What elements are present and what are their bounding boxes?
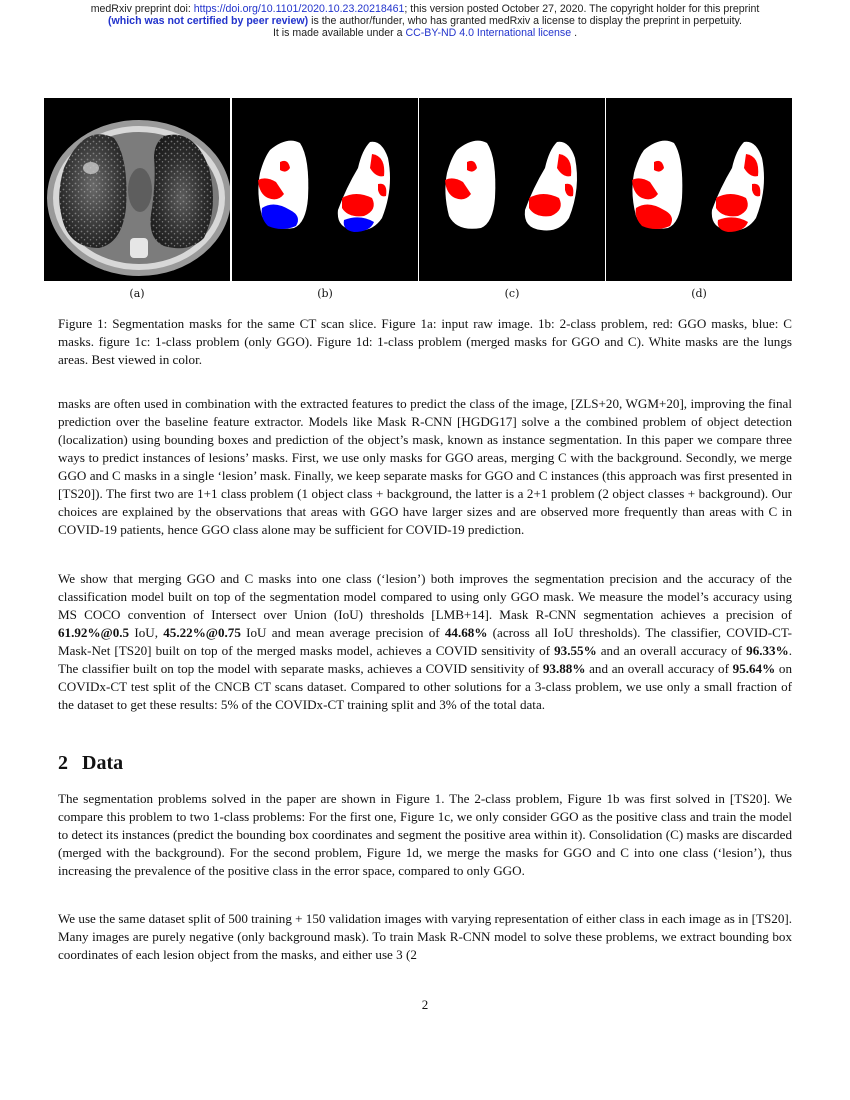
header-line-2: (which was not certified by peer review) is the author/funder, who has granted medRxiv a license to display the preprint in perpetuity. xyxy=(108,15,742,27)
figure-panel-d-merged-mask xyxy=(606,98,792,281)
figure-panel-c-ggo-mask xyxy=(419,98,605,281)
panel-label-c: (c) xyxy=(504,287,520,300)
paragraph-1: masks are often used in combination with the extracted features to predict the class of the image, [ZLS+20, WGM+20], improving the final prediction over the baseline feature extractor. Models like Mask R-CNN [HGDG17] solve a the combined problem of object detection (localization) using bounding boxes and prediction of the object’s mask, known as instance segmentation. In this paper we compare three ways to predict instances of lesions’ masks. First, we use only masks for GGO areas, merging C with the background. Secondly, we merge GGO and C masks in a single ‘lesion’ mask. Finally, we keep separate masks for GGO and C instances (this approach was first presented in [TS20]). The first two are 1+1 class problem (1 object class + background, the latter is a 2+1 problem (2 object classes + background). Our choices are explained by the observations that areas with GGO have larger sizes and are observed more frequently than areas with C in COVID-19 patients, hence GGO class alone may be sufficient for COVID-19 prediction. xyxy=(58,396,792,537)
page-number: 2 xyxy=(421,997,429,1012)
section-heading xyxy=(58,752,123,775)
metric-accuracy-separate: 95.64% xyxy=(732,661,776,676)
metric-precision-075: 45.22%@0.75 xyxy=(163,625,241,640)
paragraph-2: We show that merging GGO and C masks into one class (‘lesion’) both improves the segmentation precision and the accuracy of the classification model built on top of the segmentation model compared to using only GGO mask. We measure the model’s accuracy using MS COCO convention of Intersect over Union (IoU) thresholds [LMB+14]. Mask R-CNN segmentation achieves a precision of 61.92%@0.5 IoU, 45.22%@0.75 IoU and mean average precision of 44.68% (across all IoU thresholds). The classifier, COVID-CT-Mask-Net [TS20] built on top of the merged masks model, achieves a COVID sensitivity of 93.55% and an overall accuracy of 96.33%. The classifier built on top the model with separate masks, achieves a COVID sensitivity of 93.88% and an overall accuracy of 95.64% on COVIDx-CT test split of the CNCB CT scans dataset. Compared to other solutions for a 3-class problem, we use only a small fraction of the dataset to get these results: 5% of the COVIDx-CT training split and 3% of the total data. xyxy=(58,571,792,712)
section-number: 2 xyxy=(58,752,68,774)
paragraph-4: We use the same dataset split of 500 training + 150 validation images with varying representation of either class in each image as in [TS20]. Many images are purely negative (only background mask). To train Mask R-CNN model to solve these problems, we extract bounding box coordinates of each lesion object from the masks, and either use 3 (2 xyxy=(58,911,792,962)
preprint-header xyxy=(0,3,850,39)
doi-link[interactable]: https://doi.org/10.1101/2020.10.23.20218461 xyxy=(193,3,405,15)
figure-panel-a-ct-scan xyxy=(44,98,230,281)
panel-label-a: (a) xyxy=(129,287,145,300)
panel-label-d: (d) xyxy=(691,287,707,300)
header-line-1: medRxiv preprint doi: https://doi.org/10.1101/2020.10.23.20218461; this version posted October 27, 2020. The copyright holder for this preprint xyxy=(90,3,760,15)
figure-panel-b-2class-mask xyxy=(232,98,418,281)
panel-label-b: (b) xyxy=(317,287,333,300)
figure-caption: Figure 1: Segmentation masks for the same CT scan slice. Figure 1a: input raw image. 1b: 2-class problem, red: GGO masks, blue: C masks. figure 1c: 1-class problem (only GGO). Figure 1d: 1-class problem (merged masks for GGO and C). White masks are the lungs areas. Best viewed in color. xyxy=(58,316,792,367)
section-title: Data xyxy=(82,752,124,774)
metric-sensitivity-separate: 93.88% xyxy=(542,661,586,676)
license-link[interactable]: CC-BY-ND 4.0 International license xyxy=(405,27,572,39)
metric-sensitivity-merged: 93.55% xyxy=(554,643,597,658)
metric-precision-05: 61.92%@0.5 xyxy=(58,625,130,640)
metric-map: 44.68% xyxy=(444,625,488,640)
paragraph-3: The segmentation problems solved in the paper are shown in Figure 1. The 2-class problem, Figure 1b was first solved in [TS20]. We compare this problem to two 1-class problems: For the first one, Figure 1c, we only consider GGO as the positive class and train the model to detect its instances (predict the bounding box coordinates and segment the positive area within it). Consolidation (C) masks are discarded (merged with the background). For the second problem, Figure 1d, we merge the masks for GGO and C into one class (‘lesion’), thus increasing the prevalence of the positive class in the error space, compared to only GGO. xyxy=(58,791,792,878)
header-line-3: It is made available under a CC-BY-ND 4.0 International license . xyxy=(272,27,578,39)
metric-accuracy-merged: 96.33% xyxy=(746,643,789,658)
